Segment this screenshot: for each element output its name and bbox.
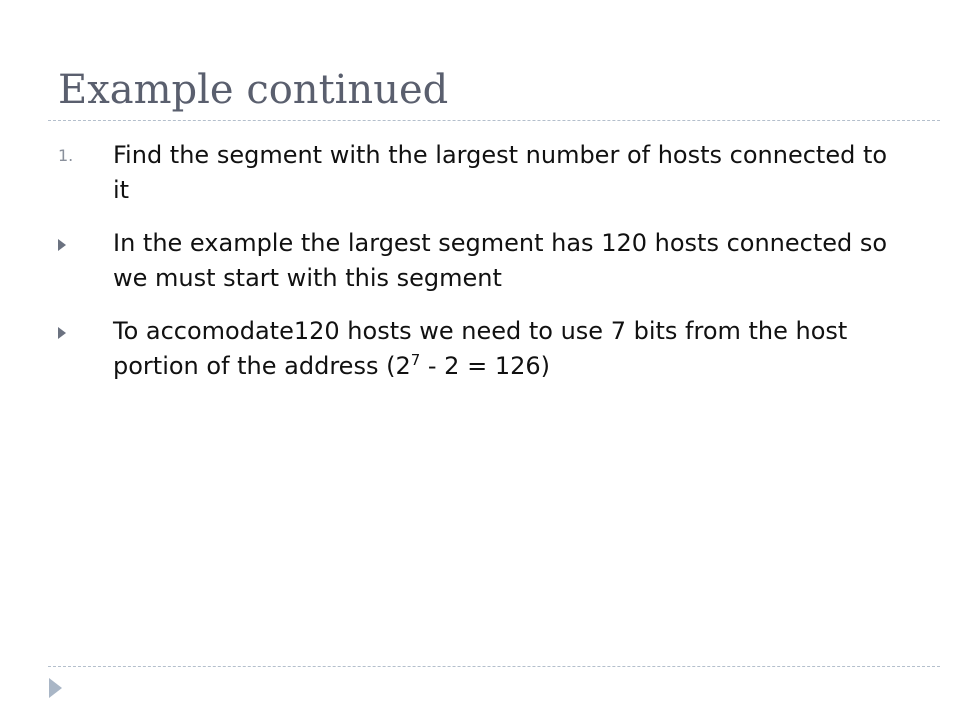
text-segment: - 2 = 126): [420, 352, 550, 380]
slide-title: Example continued: [58, 67, 449, 113]
slide-content: [58, 138, 898, 402]
list-item: [58, 314, 898, 384]
triangle-bullet-icon: [58, 314, 98, 349]
footer-divider: [48, 666, 940, 667]
triangle-footer-icon: [49, 678, 62, 698]
list-item: [58, 138, 898, 208]
triangle-bullet-icon: [58, 226, 98, 261]
list-number: 1.: [58, 146, 74, 165]
list-item-text: In the example the largest segment has 120 hosts connected so we must start with this segment: [113, 229, 888, 292]
list-item: [58, 226, 898, 296]
text-segment: To accomodate120 hosts we need to use 7 bits from the host portion of the address (2: [113, 317, 848, 380]
list-item-text: Find the segment with the largest number of hosts connected to it: [113, 141, 888, 204]
exponent: 7: [410, 351, 421, 369]
title-divider: [48, 120, 940, 121]
list-item-text: [113, 317, 847, 380]
